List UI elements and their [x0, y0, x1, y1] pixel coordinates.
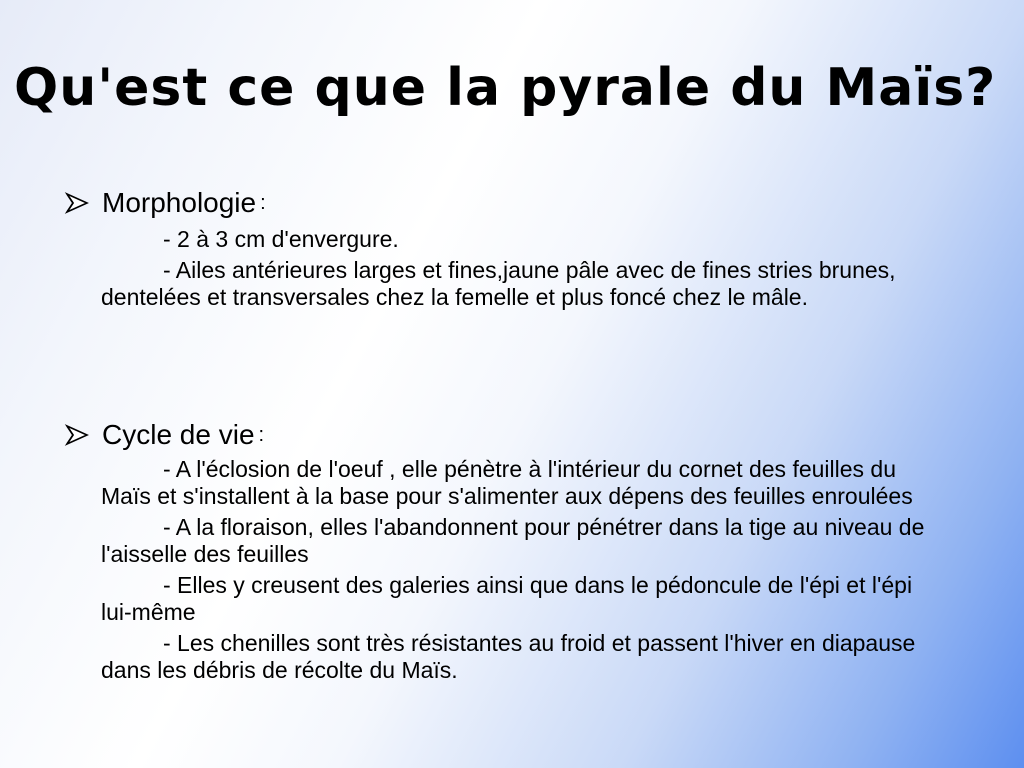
- paragraph-item: - Les chenilles sont très résistantes au froid et passent l'hiver en diapause dans les débris de récolte du Maïs.: [101, 630, 916, 683]
- section-heading: Cycle de vie: [102, 419, 255, 450]
- bullet-morphologie: [64, 186, 944, 220]
- heading-colon: :: [260, 192, 266, 214]
- paragraph-item: - Elles y creusent des galeries ainsi que dans le pédoncule de l'épi et l'épi lui-même: [101, 572, 913, 625]
- paragraph-item: - A l'éclosion de l'oeuf , elle pénètre à l'intérieur du cornet des feuilles du Maïs et s'installent à la base pour s'alimenter aux dépens des feuilles enroulées: [101, 456, 913, 509]
- section-heading: Morphologie: [102, 187, 257, 218]
- heading-colon: :: [258, 424, 265, 446]
- slide-title: Qu'est ce que la pyrale du Maïs?: [14, 58, 997, 118]
- paragraph-item: - 2 à 3 cm d'envergure.: [163, 226, 399, 252]
- section-morphologie: [64, 186, 944, 311]
- section-cycle-de-vie: [64, 418, 944, 684]
- bullet-cycle-de-vie: [64, 418, 944, 452]
- paragraph-item: - A la floraison, elles l'abandonnent pour pénétrer dans la tige au niveau de l'aisselle des feuilles: [101, 514, 925, 567]
- arrow-bullet-icon: [64, 192, 90, 214]
- arrow-bullet-icon: [64, 424, 90, 446]
- paragraph-item: - Ailes antérieures larges et fines,jaune pâle avec de fines stries brunes, dentelées et transversales chez la femelle et plus foncé chez le mâle.: [101, 257, 896, 310]
